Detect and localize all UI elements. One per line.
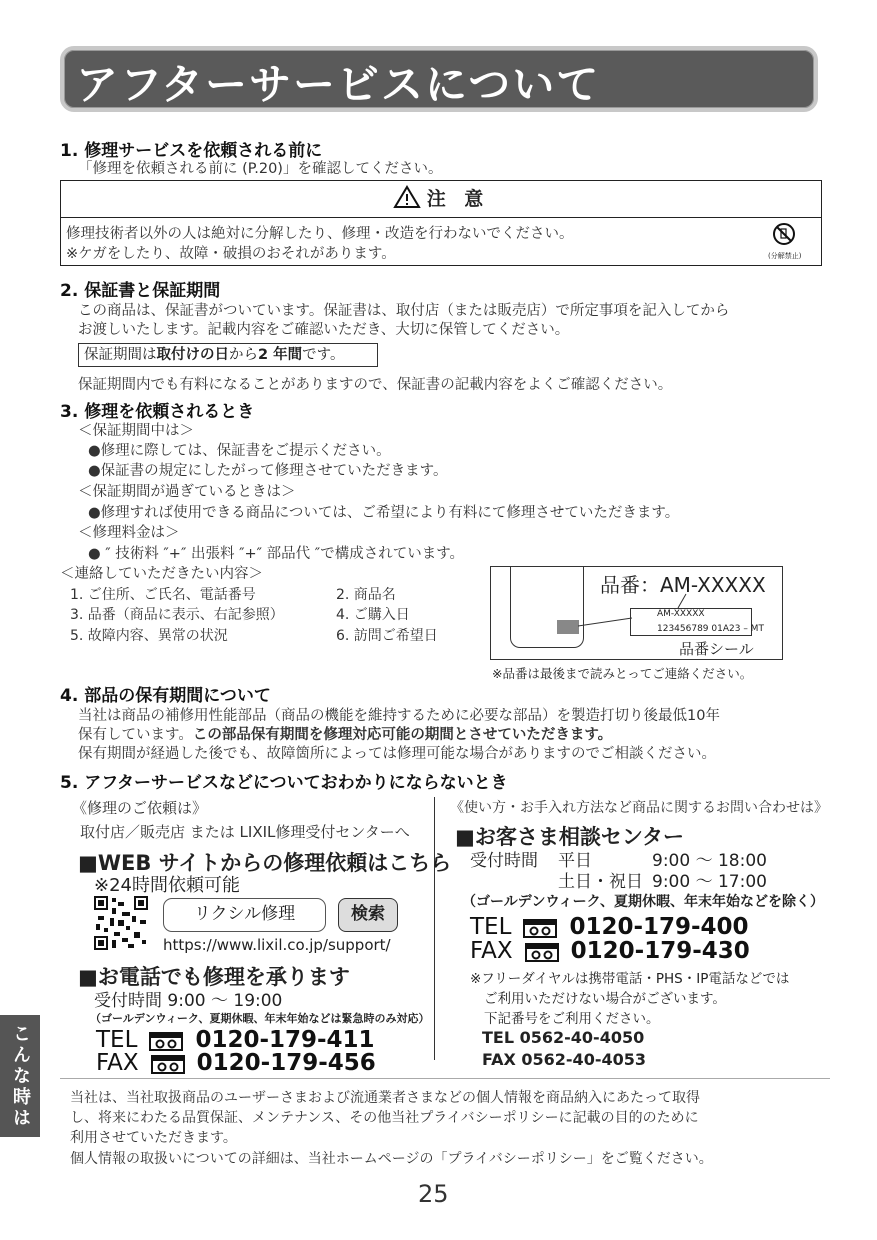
bullet-3: ●修理すれば使用できる商品については、ご希望により有料にて修理させていただきます。 — [88, 505, 680, 521]
freedial-icon — [149, 1030, 183, 1052]
sticker-serial: 123456789 01A23 – MT — [657, 624, 764, 634]
freedial-note-3: 下記番号をご利用ください。 — [484, 1011, 660, 1027]
product-number-title: 品番：AM-XXXXX — [600, 573, 766, 597]
caution-line-1: 修理技術者以外の人は絶対に分解したり、修理・改造を行わないでください。 — [66, 226, 574, 242]
repair-request-line: 取付店／販売店 または LIXIL修理受付センターへ — [80, 823, 410, 841]
hours-label: 受付時間 — [470, 851, 538, 871]
no-disassembly-icon — [768, 222, 800, 248]
sticker-code: AM-XXXXX — [657, 609, 705, 619]
sub-repair-fee: ＜修理料金は＞ — [78, 525, 180, 541]
section-2-line-3: 保証期間内でも有料になることがありますので、保証書の記載内容をよくご確認ください。 — [78, 377, 673, 393]
center-holiday-note: （ゴールデンウィーク、夏期休暇、年末年始などを除く） — [462, 894, 825, 910]
warranty-text-c: から — [229, 347, 258, 363]
privacy-line-3: 利用させていただきます。 — [70, 1130, 237, 1146]
section-1-text: 「修理を依頼される前に (P.20)」を確認してください。 — [78, 161, 443, 177]
alt-tel[interactable]: TEL 0562-40-4050 — [482, 1028, 645, 1047]
contact-item: 3. 品番（商品に表示、右記参照） — [70, 607, 284, 623]
alt-fax: FAX 0562-40-4053 — [482, 1050, 646, 1069]
center-fax-row — [470, 938, 750, 964]
center-fax-label: FAX — [470, 938, 513, 964]
sub-after-warranty: ＜保証期間が過ぎているときは＞ — [78, 484, 296, 500]
warranty-text-b: 取付けの日 — [156, 347, 229, 363]
section-1-heading: 1. 修理サービスを依頼される前に — [60, 141, 323, 161]
page-title: アフターサービスについて — [76, 60, 601, 109]
contact-item: 4. ご購入日 — [336, 607, 410, 623]
section-4-heading: 4. 部品の保有期間について — [60, 686, 271, 706]
label-sticker-mark — [557, 620, 579, 634]
section-4-line-2 — [78, 723, 612, 744]
freedial-note-2: ご利用いただけない場合がございます。 — [484, 991, 726, 1007]
contact-item: 5. 故障内容、異常の状況 — [70, 628, 228, 644]
prohibit-label: (分解禁止) — [768, 252, 802, 260]
phone-repair-hours: 受付時間 9:00 ～ 19:00 — [94, 991, 283, 1011]
repair-fax-number: 0120-179-456 — [196, 1050, 376, 1076]
caution-line-2: ※ケガをしたり、故障・破損のおそれがあります。 — [66, 246, 396, 262]
search-button[interactable]: 検索 — [338, 898, 398, 932]
warranty-period-box — [78, 343, 378, 367]
section-5-heading: 5. アフターサービスなどについておわかりにならないとき — [60, 773, 508, 793]
support-url[interactable]: https://www.lixil.co.jp/support/ — [163, 936, 391, 954]
caution-title: 注 意 — [426, 188, 490, 210]
weekend-hours: 9:00 ～ 17:00 — [652, 872, 767, 892]
freedial-icon — [151, 1053, 185, 1075]
bullet-2: ●保証書の規定にしたがって修理させていただきます。 — [88, 463, 448, 479]
customer-center-heading: ■お客さま相談センター — [455, 825, 685, 849]
warranty-text-a: 保証期間は — [84, 347, 157, 363]
freedial-icon — [525, 941, 559, 963]
freedial-icon — [523, 917, 557, 939]
privacy-line-4: 個人情報の取扱いについての詳細は、当社ホームページの「プライバシーポリシー」をご覧ください。 — [70, 1151, 713, 1167]
side-tab: こんな時は — [0, 1015, 40, 1137]
sticker-caption: 品番シール — [679, 640, 754, 658]
weekday-label: 平日 — [558, 851, 592, 871]
section-4-line-2a: 保有しています。 — [78, 727, 193, 743]
privacy-line-2: し、将来にわたる品質保証、メンテナンス、その他当社プライバシーポリシーに記載の目的のために — [70, 1110, 699, 1126]
footer-divider — [60, 1078, 830, 1079]
bullet-1: ●修理に際しては、保証書をご提示ください。 — [88, 443, 391, 459]
freedial-note-1: ※フリーダイヤルは携帯電話・PHS・IP電話などでは — [470, 971, 790, 987]
warranty-text-e: です。 — [302, 347, 345, 363]
section-4-line-2b: この部品保有期間を修理対応可能の期間とさせていただきます。 — [192, 727, 613, 743]
repair-tel-number[interactable]: 0120-179-411 — [195, 1027, 375, 1053]
product-body — [510, 566, 584, 648]
section-3-heading: 3. 修理を依頼されるとき — [60, 402, 255, 422]
repair-request-sub: 《修理のご依頼は》 — [72, 799, 208, 817]
section-2-line-1: この商品は、保証書がついています。保証書は、取付店（または販売店）で所定事項を記入してから — [78, 303, 730, 319]
center-tel-number[interactable]: 0120-179-400 — [569, 914, 749, 940]
contact-item: 6. 訪問ご希望日 — [336, 628, 438, 644]
qr-code-icon — [94, 896, 148, 950]
contact-item: 1. ご住所、ご氏名、電話番号 — [70, 587, 256, 603]
phone-repair-heading: ■お電話でも修理を承ります — [78, 965, 350, 989]
column-divider — [434, 797, 435, 1060]
web-note: ※24時間依頼可能 — [94, 875, 240, 896]
repair-fax-label: FAX — [96, 1050, 139, 1076]
center-tel-label: TEL — [470, 914, 512, 940]
center-tel-row — [470, 914, 749, 940]
section-2-heading: 2. 保証書と保証期間 — [60, 281, 221, 301]
bullet-4: ● ″ 技術料 ″+″ 出張料 ″+″ 部品代 ″で構成されています。 — [88, 546, 465, 562]
sub-contact-info: ＜連絡していただきたい内容＞ — [60, 566, 263, 582]
repair-fax-row — [96, 1050, 376, 1076]
phone-repair-holiday-note: （ゴールデンウィーク、夏期休暇、年末年始などは緊急時のみ対応） — [90, 1012, 430, 1025]
weekday-hours: 9:00 ～ 18:00 — [652, 851, 767, 871]
web-heading: ■WEB サイトからの修理依頼はこちら — [78, 851, 452, 875]
label-note: ※品番は最後まで読みとってご連絡ください。 — [492, 666, 753, 681]
section-4-line-1: 当社は商品の補修用性能部品（商品の機能を維持するために必要な部品）を製造打切り後最低10年 — [78, 708, 720, 724]
section-2-line-2: お渡しいたします。記載内容をご確認いただき、大切に保管してください。 — [78, 322, 570, 338]
warning-triangle-icon — [393, 185, 421, 209]
center-fax-number: 0120-179-430 — [570, 938, 750, 964]
inquiry-sub: 《使い方・お手入れ方法など商品に関するお問い合わせは》 — [450, 800, 828, 816]
page-number: 25 — [418, 1180, 449, 1208]
weekend-label: 土日・祝日 — [558, 872, 643, 892]
sub-warranty-period: ＜保証期間中は＞ — [78, 423, 194, 439]
contact-item: 2. 商品名 — [336, 587, 396, 603]
caution-header — [60, 180, 822, 218]
warranty-text-d: 2 年間 — [258, 347, 303, 363]
search-input[interactable]: リクシル修理 — [163, 898, 326, 932]
privacy-line-1: 当社は、当社取扱商品のユーザーさまおよび流通業者さまなどの個人情報を商品納入にあたって取得 — [70, 1090, 700, 1106]
repair-tel-label: TEL — [96, 1027, 138, 1053]
section-4-line-3: 保有期間が経過した後でも、故障箇所によっては修理可能な場合がありますのでご相談ください。 — [78, 746, 716, 762]
